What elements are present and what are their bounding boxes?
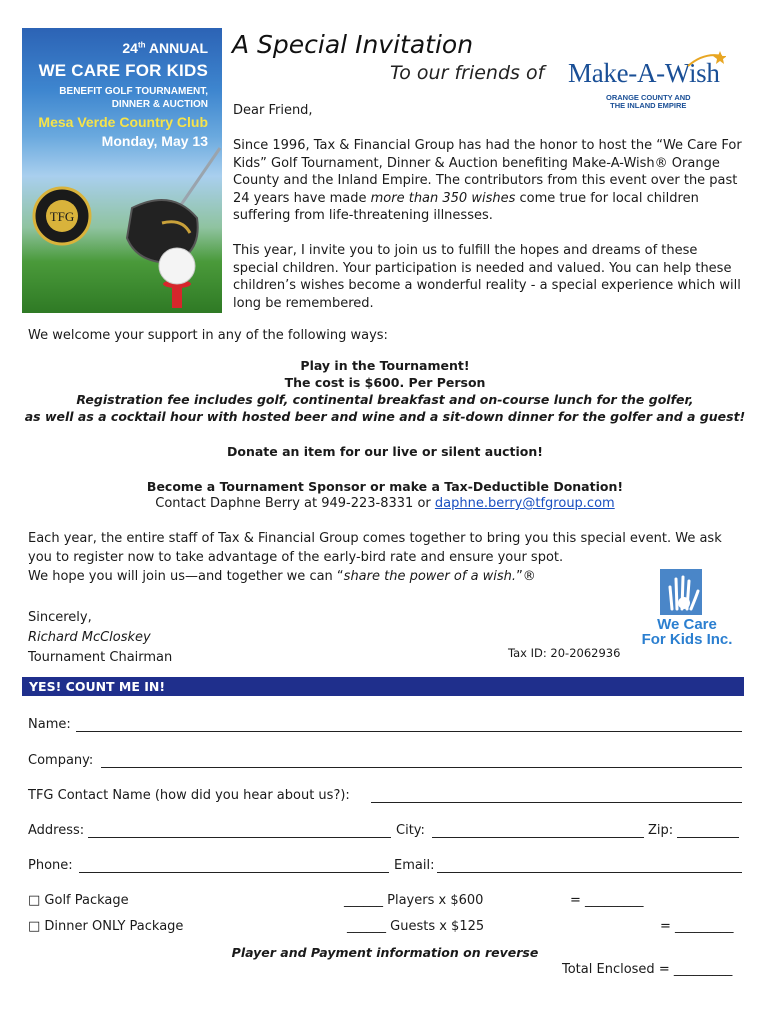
registration-note-1: Registration fee includes golf, continental breakfast and on-course lunch for the golfer, <box>76 392 694 407</box>
name-label: Name: <box>28 717 71 732</box>
zip-field[interactable] <box>677 837 739 838</box>
email-label: Email: <box>394 858 435 873</box>
tfg-contact-field[interactable] <box>371 802 742 803</box>
play-heading: Play in the Tournament! <box>300 358 470 373</box>
registration-note-2: as well as a cocktail hour with hosted beer and wine and a sit-down dinner for the golfer and a guest! <box>24 409 746 424</box>
company-field[interactable] <box>101 767 742 768</box>
golf-package-checkbox[interactable]: □ Golf Package <box>28 893 129 908</box>
banner-venue: Mesa Verde Country Club <box>38 114 208 130</box>
phone-label: Phone: <box>28 858 73 873</box>
letter-paragraph-2: This year, I invite you to join us to fulfill the hopes and dreams of these special children. Your participation is needed and valued. You can help these children’s wishes become a wonderful reality - a special experience which will long be remembered. <box>233 243 741 311</box>
phone-field[interactable] <box>79 872 389 873</box>
closing-paragraph: Each year, the entire staff of Tax & Financial Group comes together to bring you this special event. We ask you to register now to take advantage of the early-bird rate and ensure your spot. We hope you will join us—and together we can “share the power of a wish.”® <box>28 531 722 584</box>
city-label: City: <box>396 823 425 838</box>
name-field[interactable] <box>76 731 742 732</box>
sign-off: Sincerely, <box>28 610 92 625</box>
make-a-wish-logo <box>566 54 744 114</box>
play-cost: The cost is $600. Per Person <box>284 375 486 390</box>
dinner-guests-qty[interactable]: ______ Guests x $125 <box>347 919 485 934</box>
event-banner <box>22 28 222 313</box>
email-field[interactable] <box>437 872 742 873</box>
we-care-for-kids-logo <box>632 567 742 652</box>
donate-heading: Donate an item for our live or silent auction! <box>226 444 543 459</box>
banner-title: WE CARE FOR KIDS <box>38 61 208 80</box>
support-intro: We welcome your support in any of the following ways: <box>28 328 388 343</box>
banner-date: Monday, May 13 <box>101 133 208 149</box>
letter-paragraph-1: Since 1996, Tax & Financial Group has had the honor to host the “We Care For Kids” Golf Tournament, Dinner & Auction benefiting Make-A-Wish® Orange County and the Inland Empire. The contributors from this event over the past 24 years have made more than 350 wishes come true for local children suffering from life-threatening illnesses. <box>233 138 742 223</box>
we-care-text: We Care For Kids Inc. <box>641 616 733 648</box>
tfg-contact-label: TFG Contact Name (how did you hear about us?): <box>28 788 350 803</box>
signer-name: Richard McCloskey <box>28 630 151 645</box>
total-enclosed[interactable]: Total Enclosed = _________ <box>562 962 733 977</box>
contact-line: Contact Daphne Berry at 949-223-8331 or daphne.berry@tfgroup.com <box>155 496 615 511</box>
address-label: Address: <box>28 823 85 838</box>
contact-email-link[interactable]: daphne.berry@tfgroup.com <box>434 496 615 511</box>
golf-players-qty[interactable]: ______ Players x $600 <box>344 893 484 908</box>
golf-ball <box>159 248 195 284</box>
city-field[interactable] <box>432 837 644 838</box>
sponsor-heading: Become a Tournament Sponsor or make a Tax-Deductible Donation! <box>146 479 624 494</box>
zip-label: Zip: <box>648 823 674 838</box>
banner-annual: 24th ANNUAL <box>122 40 208 56</box>
golf-subtotal[interactable]: = _________ <box>570 893 644 908</box>
form-header-bar <box>22 677 744 696</box>
make-a-wish-wordmark: Make-A-Wish <box>568 58 720 88</box>
company-label: Company: <box>28 753 94 768</box>
invitation-subtitle: To our friends of <box>390 62 545 84</box>
address-field[interactable] <box>88 837 391 838</box>
banner-subtitle: BENEFIT GOLF TOURNAMENT, DINNER & AUCTION <box>59 86 208 110</box>
tax-id: Tax ID: 20-2062936 <box>508 646 621 660</box>
reverse-note: Player and Payment information on reverse <box>231 945 539 960</box>
dinner-subtotal[interactable]: = _________ <box>660 919 734 934</box>
tfg-seal-text: TFG <box>49 209 75 224</box>
make-a-wish-region: ORANGE COUNTY AND THE INLAND EMPIRE <box>606 93 691 110</box>
dinner-package-checkbox[interactable]: □ Dinner ONLY Package <box>28 919 184 934</box>
form-header: YES! COUNT ME IN! <box>29 679 166 694</box>
invitation-title: A Special Invitation <box>232 30 474 59</box>
salutation: Dear Friend, <box>233 103 313 118</box>
star-swoosh-icon <box>686 50 726 70</box>
hand-icon <box>660 569 702 615</box>
signer-role: Tournament Chairman <box>28 650 173 665</box>
